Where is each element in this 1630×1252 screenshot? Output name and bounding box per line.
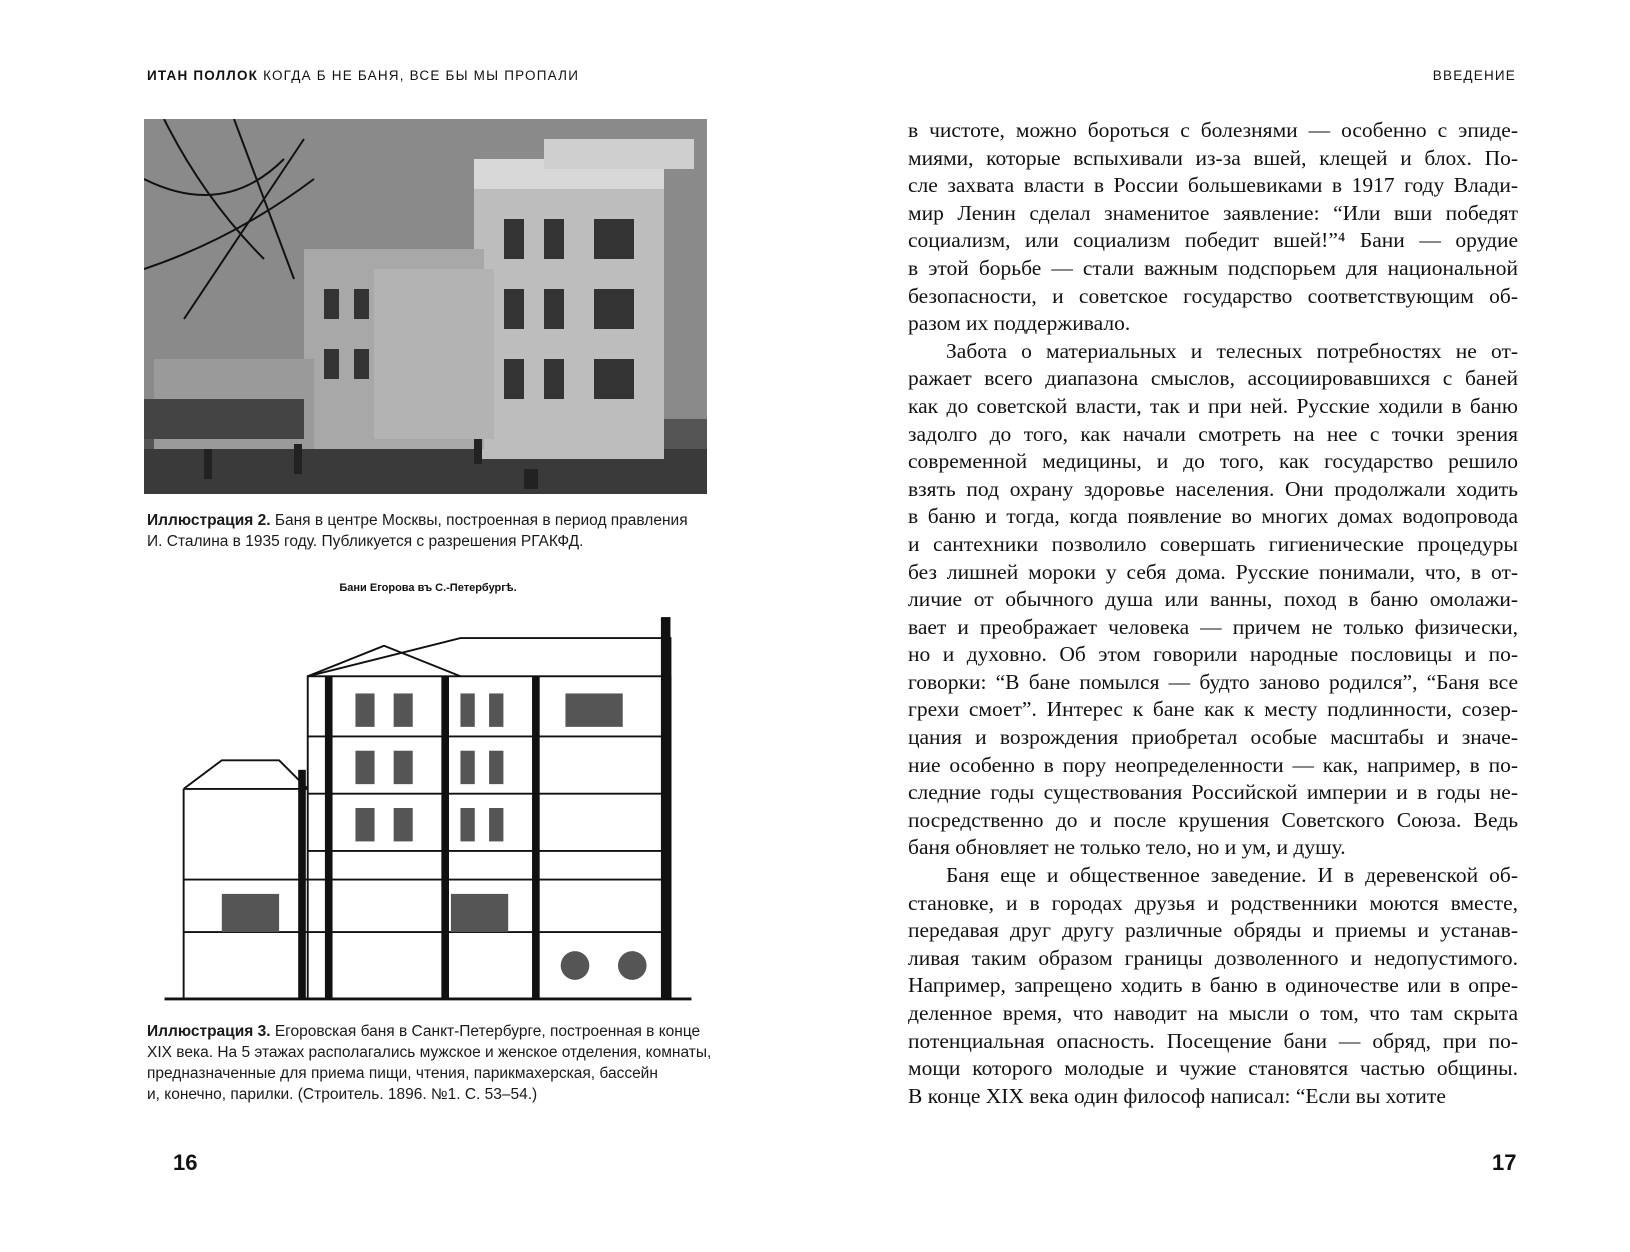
text-line: цания и возрождения приобретал особые масштабы и значе- <box>908 725 1518 750</box>
text-line: но и духовно. Об этом говорили народные пословицы и по- <box>908 642 1518 667</box>
text-line: деленное время, что наводит на мысли о том, что там скрыта <box>908 1001 1518 1025</box>
text-line: как до советской власти, так и при ней. Русские ходили в баню <box>908 393 1518 418</box>
caption-line: Баня в центре Москвы, построенная в период правления <box>270 512 688 529</box>
text-line: в баню и тогда, когда появление во многих домах водопровода <box>908 504 1518 529</box>
caption-illustration-2 <box>147 510 747 552</box>
caption-line: предназначенные для приема пищи, чтения, парикмахерская, бассейн <box>147 1065 658 1082</box>
text-line: и сантехники позволило совершать гигиенические процедуры <box>908 531 1518 556</box>
text-line: грехи смоет”. Интерес к бане как к месту подлинности, созер- <box>908 697 1518 722</box>
text-line: передавая друг другу различные обряды и приемы и устанав- <box>908 918 1518 943</box>
running-header-left <box>147 68 579 83</box>
text-line: ливая таким образом границы дозволенного и недопустимого. <box>908 945 1518 970</box>
text-line: Забота о материальных и телесных потребностях не от- <box>946 338 1518 363</box>
text-line: следние годы существования Российской империи и в годы не- <box>908 780 1518 805</box>
running-header-right: ВВЕДЕНИЕ <box>1432 68 1516 83</box>
text-line: Например, запрещено ходить в баню в одиночестве или в опре- <box>908 973 1518 998</box>
text-line: мир Ленин сделал знаменитое заявление: “Или вши победят <box>908 200 1518 225</box>
text-line: в чистоте, можно бороться с болезнями — особенно с эпиде- <box>908 118 1518 142</box>
text-line: социализм, или социализм победит вшей!”⁴ Бани — орудие <box>908 228 1518 253</box>
text-line: мощи которого молодые и чужие становятся частью общины. <box>908 1056 1518 1081</box>
text-line: говорки: “В бане помылся — будто заново родился”, “Баня все <box>908 669 1518 694</box>
text-line: взять под охрану здоровье населения. Они продолжали ходить <box>908 476 1518 501</box>
drawing-egorov-bathhouse-section <box>152 598 704 1018</box>
text-line: ние особенно в пору неопределенности — как, например, в по- <box>908 752 1518 777</box>
text-line: задолго до того, как начали смотреть на нее с точки зрения <box>908 421 1518 446</box>
text-line: разом их поддерживало. <box>908 311 1131 336</box>
caption-label: Иллюстрация 3. <box>147 1023 271 1040</box>
header-author: ИТАН ПОЛЛОК <box>147 68 259 83</box>
photo-moscow-bathhouse <box>144 119 707 494</box>
text-line: сле захвата власти в России большевиками в 1917 году Влади- <box>908 173 1518 198</box>
caption-line: Егоровская баня в Санкт-Петербурге, построенная в конце <box>270 1023 701 1040</box>
text-line: без лишней мороки у себя дома. Русские понимали, что, в от- <box>908 559 1518 584</box>
text-line: В конце XIX века один философ написал: “Если вы хотите <box>908 1083 1446 1108</box>
text-line: современной медицины, и до того, как государство решило <box>908 449 1518 474</box>
header-book-title: КОГДА Б НЕ БАНЯ, ВСЕ БЫ МЫ ПРОПАЛИ <box>263 68 580 83</box>
text-line: становке, и в городах друзья и родственники моются вместе, <box>908 890 1518 915</box>
caption-line: и, конечно, парилки. (Строитель. 1896. №1. С. 53–54.) <box>147 1086 538 1103</box>
caption-line: И. Сталина в 1935 году. Публикуется с разрешения РГАКФД. <box>147 533 584 550</box>
text-line: баня обновляет не только тело, но и ум, и душу. <box>908 835 1346 860</box>
text-line: личие от обычного душа или ванны, поход в баню омолажи- <box>908 587 1518 612</box>
text-line: в этой борьбе — стали важным подспорьем для национальной <box>908 255 1518 280</box>
drawing-title: Бани Егорова въ С.-Петербургѣ. <box>339 582 517 594</box>
text-line: вает и преображает человека — причем не только физически, <box>908 614 1518 639</box>
text-line: Баня еще и общественное заведение. И в деревенской об- <box>946 863 1518 888</box>
caption-label: Иллюстрация 2. <box>147 512 271 529</box>
caption-illustration-3 <box>147 1021 767 1105</box>
text-line: безопасности, и советское государство соответствующим об- <box>908 283 1518 308</box>
text-line: посредственно до и после крушения Советского Союза. Ведь <box>908 807 1518 832</box>
text-line: потенциальная опасность. Посещение бани — обряд, при по- <box>908 1028 1518 1053</box>
page-number-left: 16 <box>173 1150 198 1175</box>
body-text <box>908 117 1518 1110</box>
caption-line: XIX века. На 5 этажах располагались мужское и женское отделения, комнаты, <box>147 1044 712 1061</box>
text-line: ражает всего диапазона смыслов, ассоциировавшихся с баней <box>908 366 1518 391</box>
page-number-right: 17 <box>1492 1150 1517 1175</box>
text-line: миями, которые вспыхивали из-за вшей, клещей и блох. По- <box>908 145 1518 170</box>
